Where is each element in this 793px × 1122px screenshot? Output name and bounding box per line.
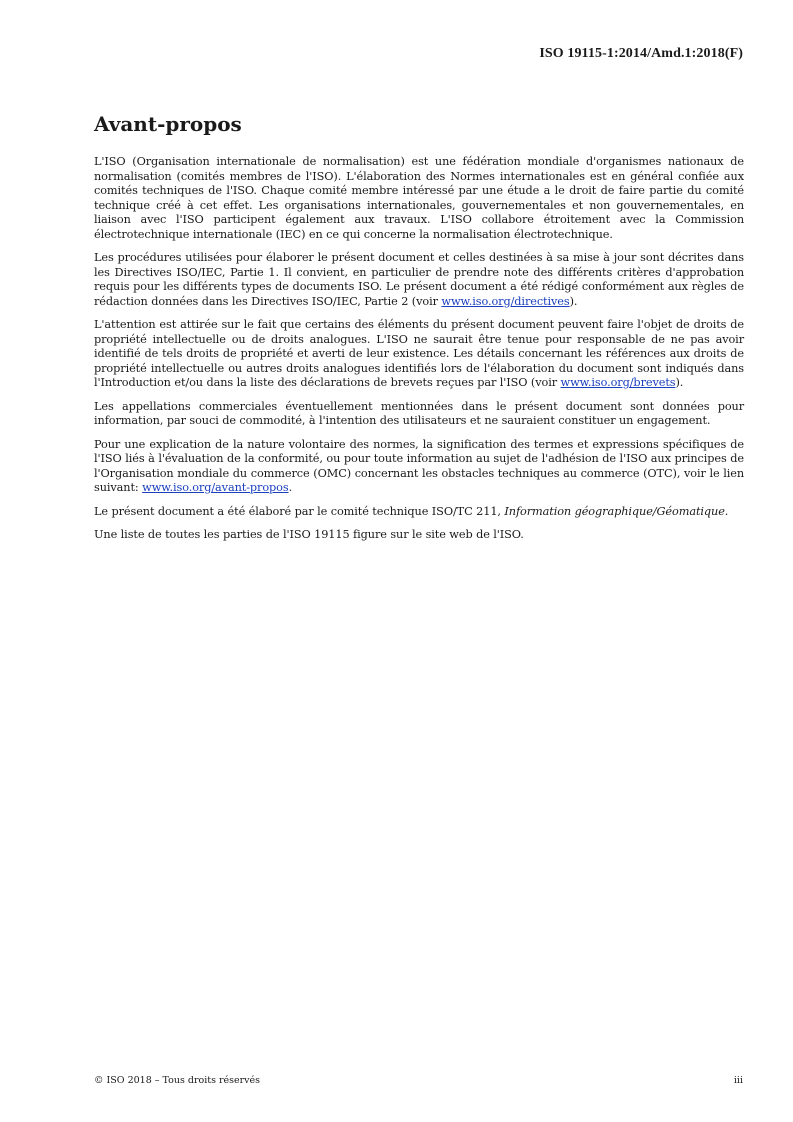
paragraph-technical-committee xyxy=(94,505,744,520)
paragraph-iso-organisation: L'ISO (Organisation internationale de normalisation) est une fédération mondiale d'organismes nationaux de normalisation (comités membres de l'ISO). L'élaboration des Normes internationales est en général confiée aux comités techniques de l'ISO. Chaque comité membre intéressé par une étude a le droit de faire partie du comité technique créé à cet effet. Les organisations internationales, gouvernementales et non gouvernementales, en liaison avec l'ISO participent également aux travaux. L'ISO collabore étroitement avec la Commission électrotechnique internationale (IEC) en ce qui concerne la normalisation électrotechnique. xyxy=(94,155,744,241)
footer-page-number: iii xyxy=(733,1075,743,1086)
paragraph-procedures-text: Les procédures utilisées pour élaborer le présent document et celles destinées à sa mise à jour sont décrites dans les Directives ISO/IEC, Partie 1. Il convient, en particulier de prendre note des différents critères d'approbation requis pour les différents types de documents ISO. Le présent document a été rédigé conformément aux règles de rédaction données dans les Directives ISO/IEC, Partie 2 (voir xyxy=(94,251,744,308)
committee-name: Information géographique/Géomatique. xyxy=(504,504,729,518)
paragraph-voluntary-nature-end: . xyxy=(288,481,293,494)
foreword-link[interactable]: www.iso.org/avant-propos xyxy=(142,481,289,494)
foreword-body xyxy=(94,155,744,552)
paragraph-procedures xyxy=(94,251,744,309)
paragraph-voluntary-nature-text: Pour une explication de la nature volontaire des normes, la signification des termes et expressions spécifiques de l'ISO liés à l'évaluation de la conformité, ou pour toute information au sujet de l'adhésion de l'ISO aux principes de l'Organisation mondiale du commerce (OMC) concernant les obstacles techniques au commerce (OTC), voir le lien suivant: xyxy=(94,437,744,494)
directives-link[interactable]: www.iso.org/directives xyxy=(441,294,570,308)
paragraph-trade-names: Les appellations commerciales éventuellement mentionnées dans le présent document sont données pour information, par souci de commodité, à l'intention des utilisateurs et ne sauraient constituer un engagement. xyxy=(94,399,744,427)
document-code: ISO 19115-1:2014/Amd.1:2018(F) xyxy=(539,46,743,61)
paragraph-parts-list: Une liste de toutes les parties de l'ISO 19115 figure sur le site web de l'ISO. xyxy=(94,528,524,541)
paragraph-technical-committee-text: Le présent document a été élaboré par le comité technique ISO/TC 211, xyxy=(94,504,505,518)
page-title: Avant-propos xyxy=(94,112,242,136)
footer-copyright: © ISO 2018 – Tous droits réservés xyxy=(94,1075,261,1086)
paragraph-patents-text: L'attention est attirée sur le fait que certains des éléments du présent document peuvent faire l'objet de droits de propriété intellectuelle ou de droits analogues. L'ISO ne saurait être tenue pour responsable de ne pas avoir identifié de tels droits de propriété et averti de leur existence. Les détails concernant les références aux droits de propriété intellectuelle ou autres droits analogues identifiés lors de l'élaboration du document sont indiqués dans l'Introduction et/ou dans la liste des déclarations de brevets reçues par l'ISO (voir xyxy=(94,318,744,389)
paragraph-patents-end: ). xyxy=(675,376,684,389)
paragraph-patents xyxy=(94,318,744,391)
paragraph-voluntary-nature xyxy=(94,438,744,496)
patents-link[interactable]: www.iso.org/brevets xyxy=(560,376,676,389)
paragraph-procedures-end: ). xyxy=(569,294,578,308)
